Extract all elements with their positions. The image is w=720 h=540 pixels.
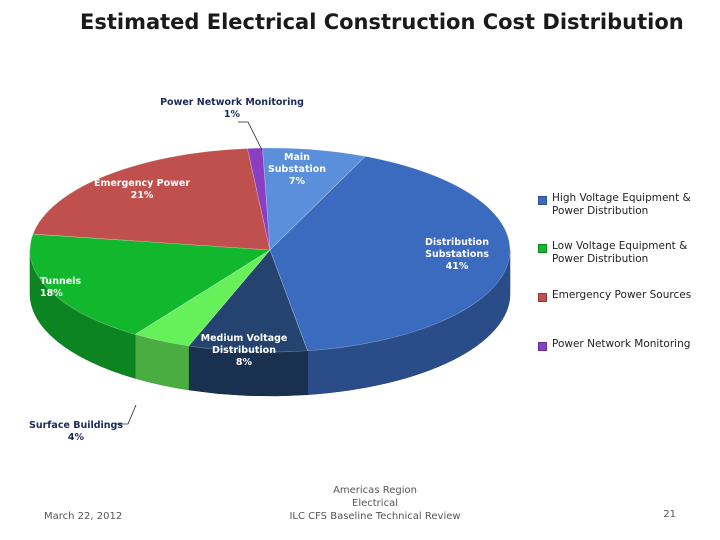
data-label-surface-buildings: Surface Buildings 4% <box>28 420 124 443</box>
legend-swatch <box>538 342 547 351</box>
leader-line <box>238 122 262 150</box>
footer-date: March 22, 2012 <box>44 511 123 522</box>
legend-swatch <box>538 293 547 302</box>
legend-swatch <box>538 244 547 253</box>
legend-item <box>538 240 687 266</box>
data-label-distribution-substations: Distribution Substations 41% <box>425 237 489 272</box>
data-label-power-network-monitoring: Power Network Monitoring 1% <box>160 97 304 120</box>
footer-region: Americas Region <box>333 485 417 496</box>
legend-label: Low Voltage Equipment & Power Distribution <box>552 240 688 265</box>
page-number: 21 <box>663 509 676 520</box>
footer-center <box>270 484 480 523</box>
slide-title: Estimated Electrical Construction Cost Distribution <box>80 10 684 34</box>
data-label-main-substation: Main Substation 7% <box>267 152 327 187</box>
legend-item <box>538 289 691 302</box>
footer-topic: Electrical <box>352 498 398 509</box>
legend-swatch <box>538 196 547 205</box>
legend-item <box>538 192 691 218</box>
legend-label: Power Network Monitoring <box>552 338 691 350</box>
legend-label: Emergency Power Sources <box>552 289 692 301</box>
data-label-tunnels: Tunnels 18% <box>40 276 82 299</box>
legend-label: High Voltage Equipment & Power Distribution <box>552 192 691 217</box>
data-label-emergency-power: Emergency Power 21% <box>93 178 191 201</box>
data-label-medium-voltage-distribution: Medium Voltage Distribution 8% <box>200 333 288 368</box>
legend-item <box>538 338 690 351</box>
footer-doc: ILC CFS Baseline Technical Review <box>289 511 461 522</box>
